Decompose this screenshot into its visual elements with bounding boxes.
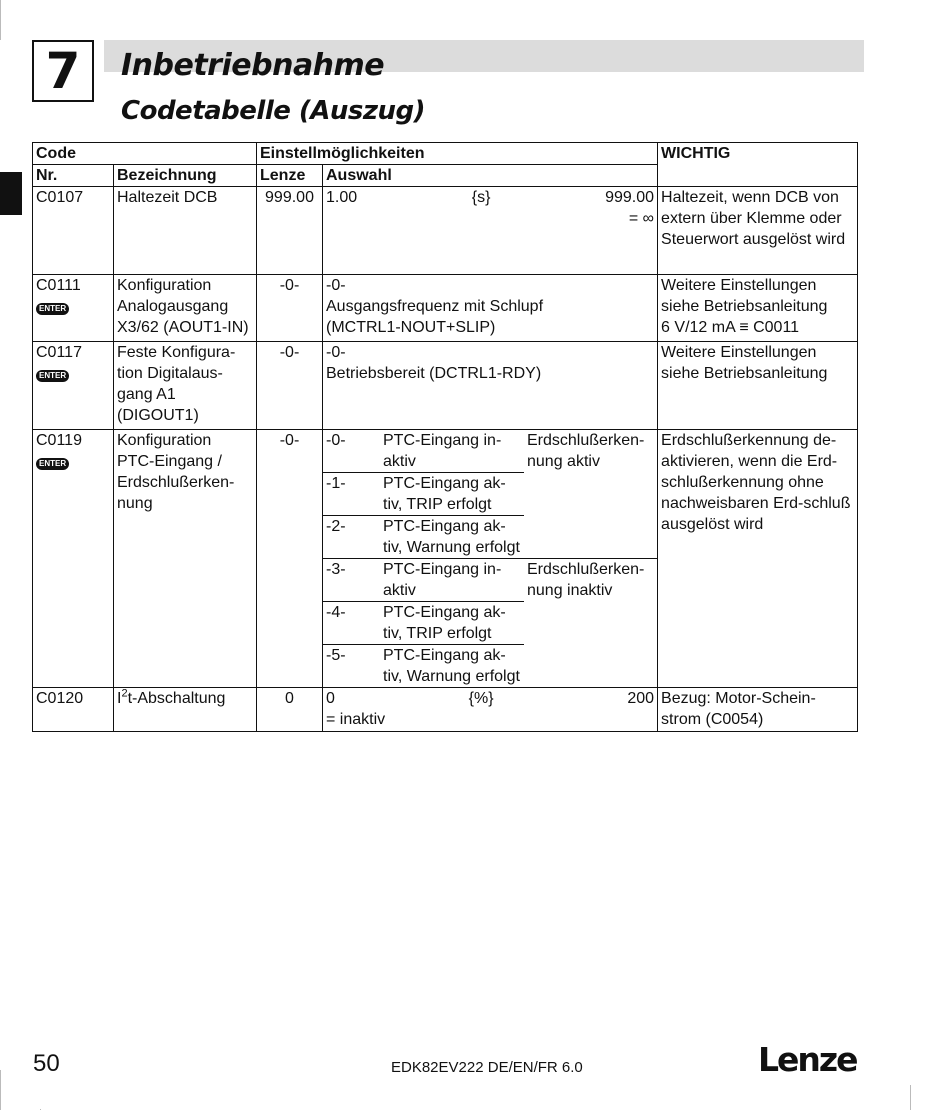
option-group-active: Erdschlußerken-nung aktiv: [527, 432, 645, 470]
important-note: Weitere Einstellungen siehe Betriebsanleitung: [661, 277, 828, 315]
code-nr: C0111: [36, 277, 81, 294]
important-note: Bezug: Motor-Schein-strom (C0054): [658, 688, 858, 732]
lenze-value: -0-: [257, 275, 323, 342]
crop-mark: [910, 1085, 911, 1110]
selection-note: = ∞: [628, 210, 655, 227]
code-name: Feste Konfigura-tion Digitalaus-gang A1 (DIGOUT1): [114, 342, 257, 430]
lenze-value: -0-: [257, 342, 323, 430]
selection-text: Betriebsbereit (DCTRL1-RDY): [326, 365, 542, 382]
chapter-side-tab: [0, 172, 22, 215]
code-name-cell: [114, 688, 257, 732]
chapter-number: 7: [32, 40, 94, 102]
enter-key-icon: ENTER: [36, 303, 69, 315]
code-nr-cell: [33, 275, 114, 342]
selection-cell: [323, 275, 658, 342]
table-row: [33, 275, 858, 342]
code-name: Haltezeit DCB: [114, 187, 257, 275]
selection-max: 200: [627, 690, 655, 707]
table-row: [33, 430, 858, 688]
brand-logo: Lenze: [758, 1040, 857, 1079]
options-cell: [323, 430, 658, 688]
important-note: Erdschlußerkennung de-aktivieren, wenn die Erd-schlußerkennung ohne nachweisbaren Erd-schluß ausgelöst wird: [658, 430, 858, 688]
table-row: [33, 688, 858, 732]
code-table: [32, 142, 858, 732]
option-text: PTC-Eingang ak-tiv, Warnung erfolgt: [383, 645, 524, 688]
selection-cell: [323, 342, 658, 430]
header-code: Code: [33, 143, 257, 165]
header-nr: Nr.: [33, 165, 114, 187]
important-note-cell: [658, 275, 858, 342]
code-nr-cell: [33, 342, 114, 430]
header-important: WICHTIG: [658, 143, 858, 187]
document-id: EDK82EV222 DE/EN/FR 6.0: [391, 1059, 583, 1076]
code-name: Konfiguration Analogausgang X3/62 (AOUT1-IN): [114, 275, 257, 342]
option-code: -1-: [323, 473, 383, 516]
code-name-superscript: 2: [121, 687, 128, 700]
table-row: [33, 187, 858, 275]
code-nr: C0117: [36, 344, 82, 361]
selection-code: -0-: [326, 277, 346, 294]
code-nr: C0119: [36, 432, 82, 449]
lenze-value: -0-: [257, 430, 323, 688]
selection-min: 1.00: [326, 189, 358, 206]
crop-mark: [0, 0, 1, 40]
lenze-value: 0: [257, 688, 323, 732]
selection-cell: [323, 688, 658, 732]
option-code: -3-: [323, 559, 383, 602]
header-settings: Einstellmöglichkeiten: [257, 143, 658, 165]
code-nr-cell: [33, 430, 114, 688]
selection-max: 999.00: [605, 189, 655, 206]
enter-key-icon: ENTER: [36, 370, 69, 382]
important-note: Weitere Einstellungen siehe Betriebsanleitung: [658, 342, 858, 430]
selection-code: -0-: [326, 344, 346, 361]
page-subtitle: Codetabelle (Auszug): [121, 96, 426, 126]
header-selection: Auswahl: [323, 165, 658, 187]
code-nr: C0120: [33, 688, 114, 732]
header-name: Bezeichnung: [114, 165, 257, 187]
selection-note: = inaktiv: [326, 711, 386, 728]
option-code: -5-: [323, 645, 383, 688]
selection-min: 0: [326, 690, 335, 707]
options-table: [323, 430, 657, 687]
page-number: 50: [33, 1050, 60, 1077]
selection-cell: [323, 187, 658, 275]
crop-mark: [0, 1070, 1, 1110]
table-row: [33, 342, 858, 430]
option-text: PTC-Eingang ak-tiv, TRIP erfolgt: [383, 602, 524, 645]
page-title: Inbetriebnahme: [121, 48, 385, 83]
important-note: Haltezeit, wenn DCB von extern über Klemme oder Steuerwort ausgelöst wird: [658, 187, 858, 275]
option-row: [323, 430, 657, 473]
option-text: PTC-Eingang in-aktiv: [383, 559, 524, 602]
lenze-value: 999.00: [257, 187, 323, 275]
selection-text: Ausgangsfrequenz mit Schlupf (MCTRL1-NOUT+SLIP): [326, 298, 544, 336]
enter-key-icon: ENTER: [36, 458, 69, 470]
option-code: -2-: [323, 516, 383, 559]
code-name: Konfiguration PTC-Eingang / Erdschlußerken-nung: [114, 430, 257, 688]
option-code: -4-: [323, 602, 383, 645]
selection-unit: {%}: [468, 690, 494, 707]
option-group-inactive: Erdschlußerken-nung inaktiv: [524, 559, 657, 688]
option-text: PTC-Eingang ak-tiv, Warnung erfolgt: [383, 516, 524, 559]
option-text: PTC-Eingang in-aktiv: [383, 432, 502, 470]
selection-unit: {s}: [471, 189, 491, 206]
option-text: PTC-Eingang ak-tiv, TRIP erfolgt: [383, 473, 524, 516]
option-row: [323, 559, 657, 602]
code-nr: C0107: [33, 187, 114, 275]
option-code: -0-: [326, 432, 346, 449]
header-row: [33, 143, 858, 165]
header-lenze: Lenze: [257, 165, 323, 187]
code-name-prefix: I: [117, 690, 122, 707]
code-name-suffix: t-Abschaltung: [127, 690, 226, 707]
important-note-2: 6 V/12 mA ≡ C0011: [661, 319, 800, 336]
